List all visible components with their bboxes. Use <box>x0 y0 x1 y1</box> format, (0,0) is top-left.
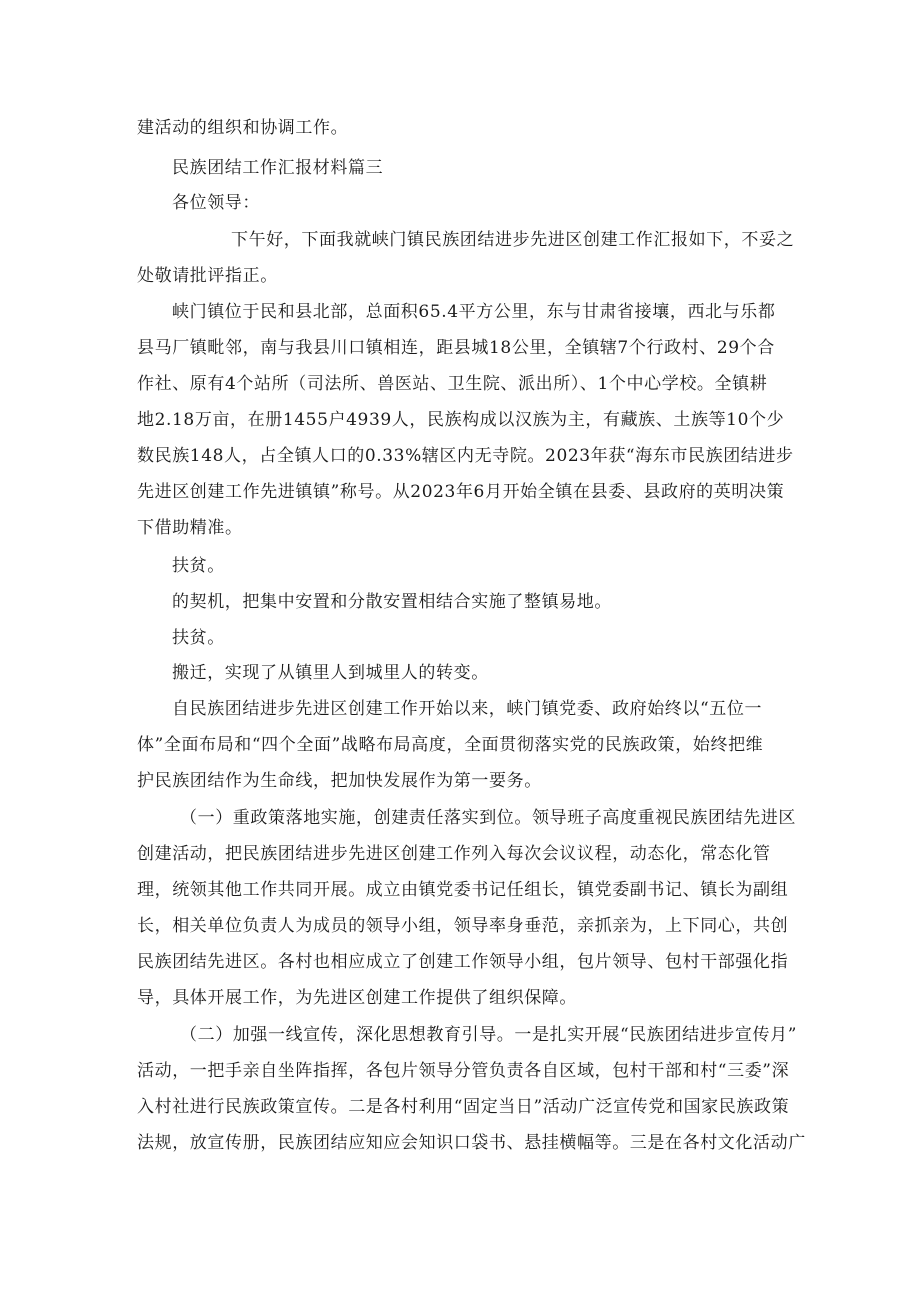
text-line-23: 长，相关单位负责人为成员的领导小组，领导率身垂范，亲抓亲为，上下同心，共创 <box>137 916 789 936</box>
text-line-17: 自民族团结进步先进区创建工作开始以来，峡门镇党委、政府始终以“五位一 <box>172 699 763 719</box>
text-line-8: 作社、原有4个站所（司法所、兽医站、卫生院、派出所）、1个中心学校。全镇耕 <box>137 374 768 394</box>
text-line-6: 峡门镇位于民和县北部，总面积65.4平方公里，东与甘肃省接壤，西北与乐都 <box>172 302 776 322</box>
text-line-12: 下借助精准。 <box>137 518 243 538</box>
text-line-11: 先进区创建工作先进镇镇”称号。从2023年6月开始全镇在县委、县政府的英明决策 <box>137 482 785 502</box>
text-line-14: 的契机，把集中安置和分散安置相结合实施了整镇易地。 <box>172 592 612 612</box>
salutation: 各位领导： <box>172 193 260 213</box>
text-line-20: （一）重政策落地实施，创建责任落实到位。领导班子高度重视民族团结先进区 <box>180 808 796 828</box>
text-line-10: 数民族148人，占全镇人口的0.33%辖区内无寺院。2023年获“海东市民族团结进步 <box>137 446 794 466</box>
text-line-24: 民族团结先进区。各村也相应成立了创建工作领导小组，包片领导、包村干部强化指 <box>137 952 789 972</box>
text-line-1: 建活动的组织和协调工作。 <box>137 118 349 138</box>
text-line-25: 导，具体开展工作，为先进区创建工作提供了组织保障。 <box>137 988 577 1008</box>
text-line-21: 创建活动，把民族团结进步先进区创建工作列入每次会议议程，动态化，常态化管 <box>137 844 771 864</box>
text-line-5: 处敬请批评指正。 <box>137 266 278 286</box>
text-line-15: 扶贫。 <box>172 628 225 648</box>
text-line-26: （二）加强一线宣传，深化思想教育引导。一是扎实开展“民族团结进步宣传月” <box>180 1025 797 1045</box>
text-line-28: 入村社进行民族政策宣传。二是各村利用“固定当日”活动广泛宣传党和国家民族政策 <box>137 1097 790 1117</box>
text-line-16: 搬迁，实现了从镇里人到城里人的转变。 <box>172 663 489 683</box>
text-line-7: 县马厂镇毗邻，南与我县川口镇相连，距县城18公里，全镇辖7个行政村、29个合 <box>137 338 775 358</box>
text-line-9: 地2.18万亩，在册1455户4939人，民族构成以汉族为主，有藏族、土族等10个少 <box>137 410 785 430</box>
text-line-19: 护民族团结作为生命线，把加快发展作为第一要务。 <box>137 771 542 791</box>
text-line-29: 法规，放宣传册，民族团结应知应会知识口袋书、悬挂横幅等。三是在各村文化活动广 <box>137 1133 806 1153</box>
text-line-4: 下午好，下面我就峡门镇民族团结进步先进区创建工作汇报如下，不妥之 <box>231 230 795 250</box>
text-line-22: 理，统领其他工作共同开展。成立由镇党委书记任组长，镇党委副书记、镇长为副组 <box>137 880 789 900</box>
text-line-27: 活动，一把手亲自坐阵指挥，各包片领导分管负责各自区域，包村干部和村“三委”深 <box>137 1061 790 1081</box>
text-line-18: 体”全面布局和“四个全面”战略布局高度，全面贯彻落实党的民族政策，始终把维 <box>137 735 764 755</box>
text-line-13: 扶贫。 <box>172 556 225 576</box>
section-heading: 民族团结工作汇报材料篇三 <box>172 158 384 178</box>
